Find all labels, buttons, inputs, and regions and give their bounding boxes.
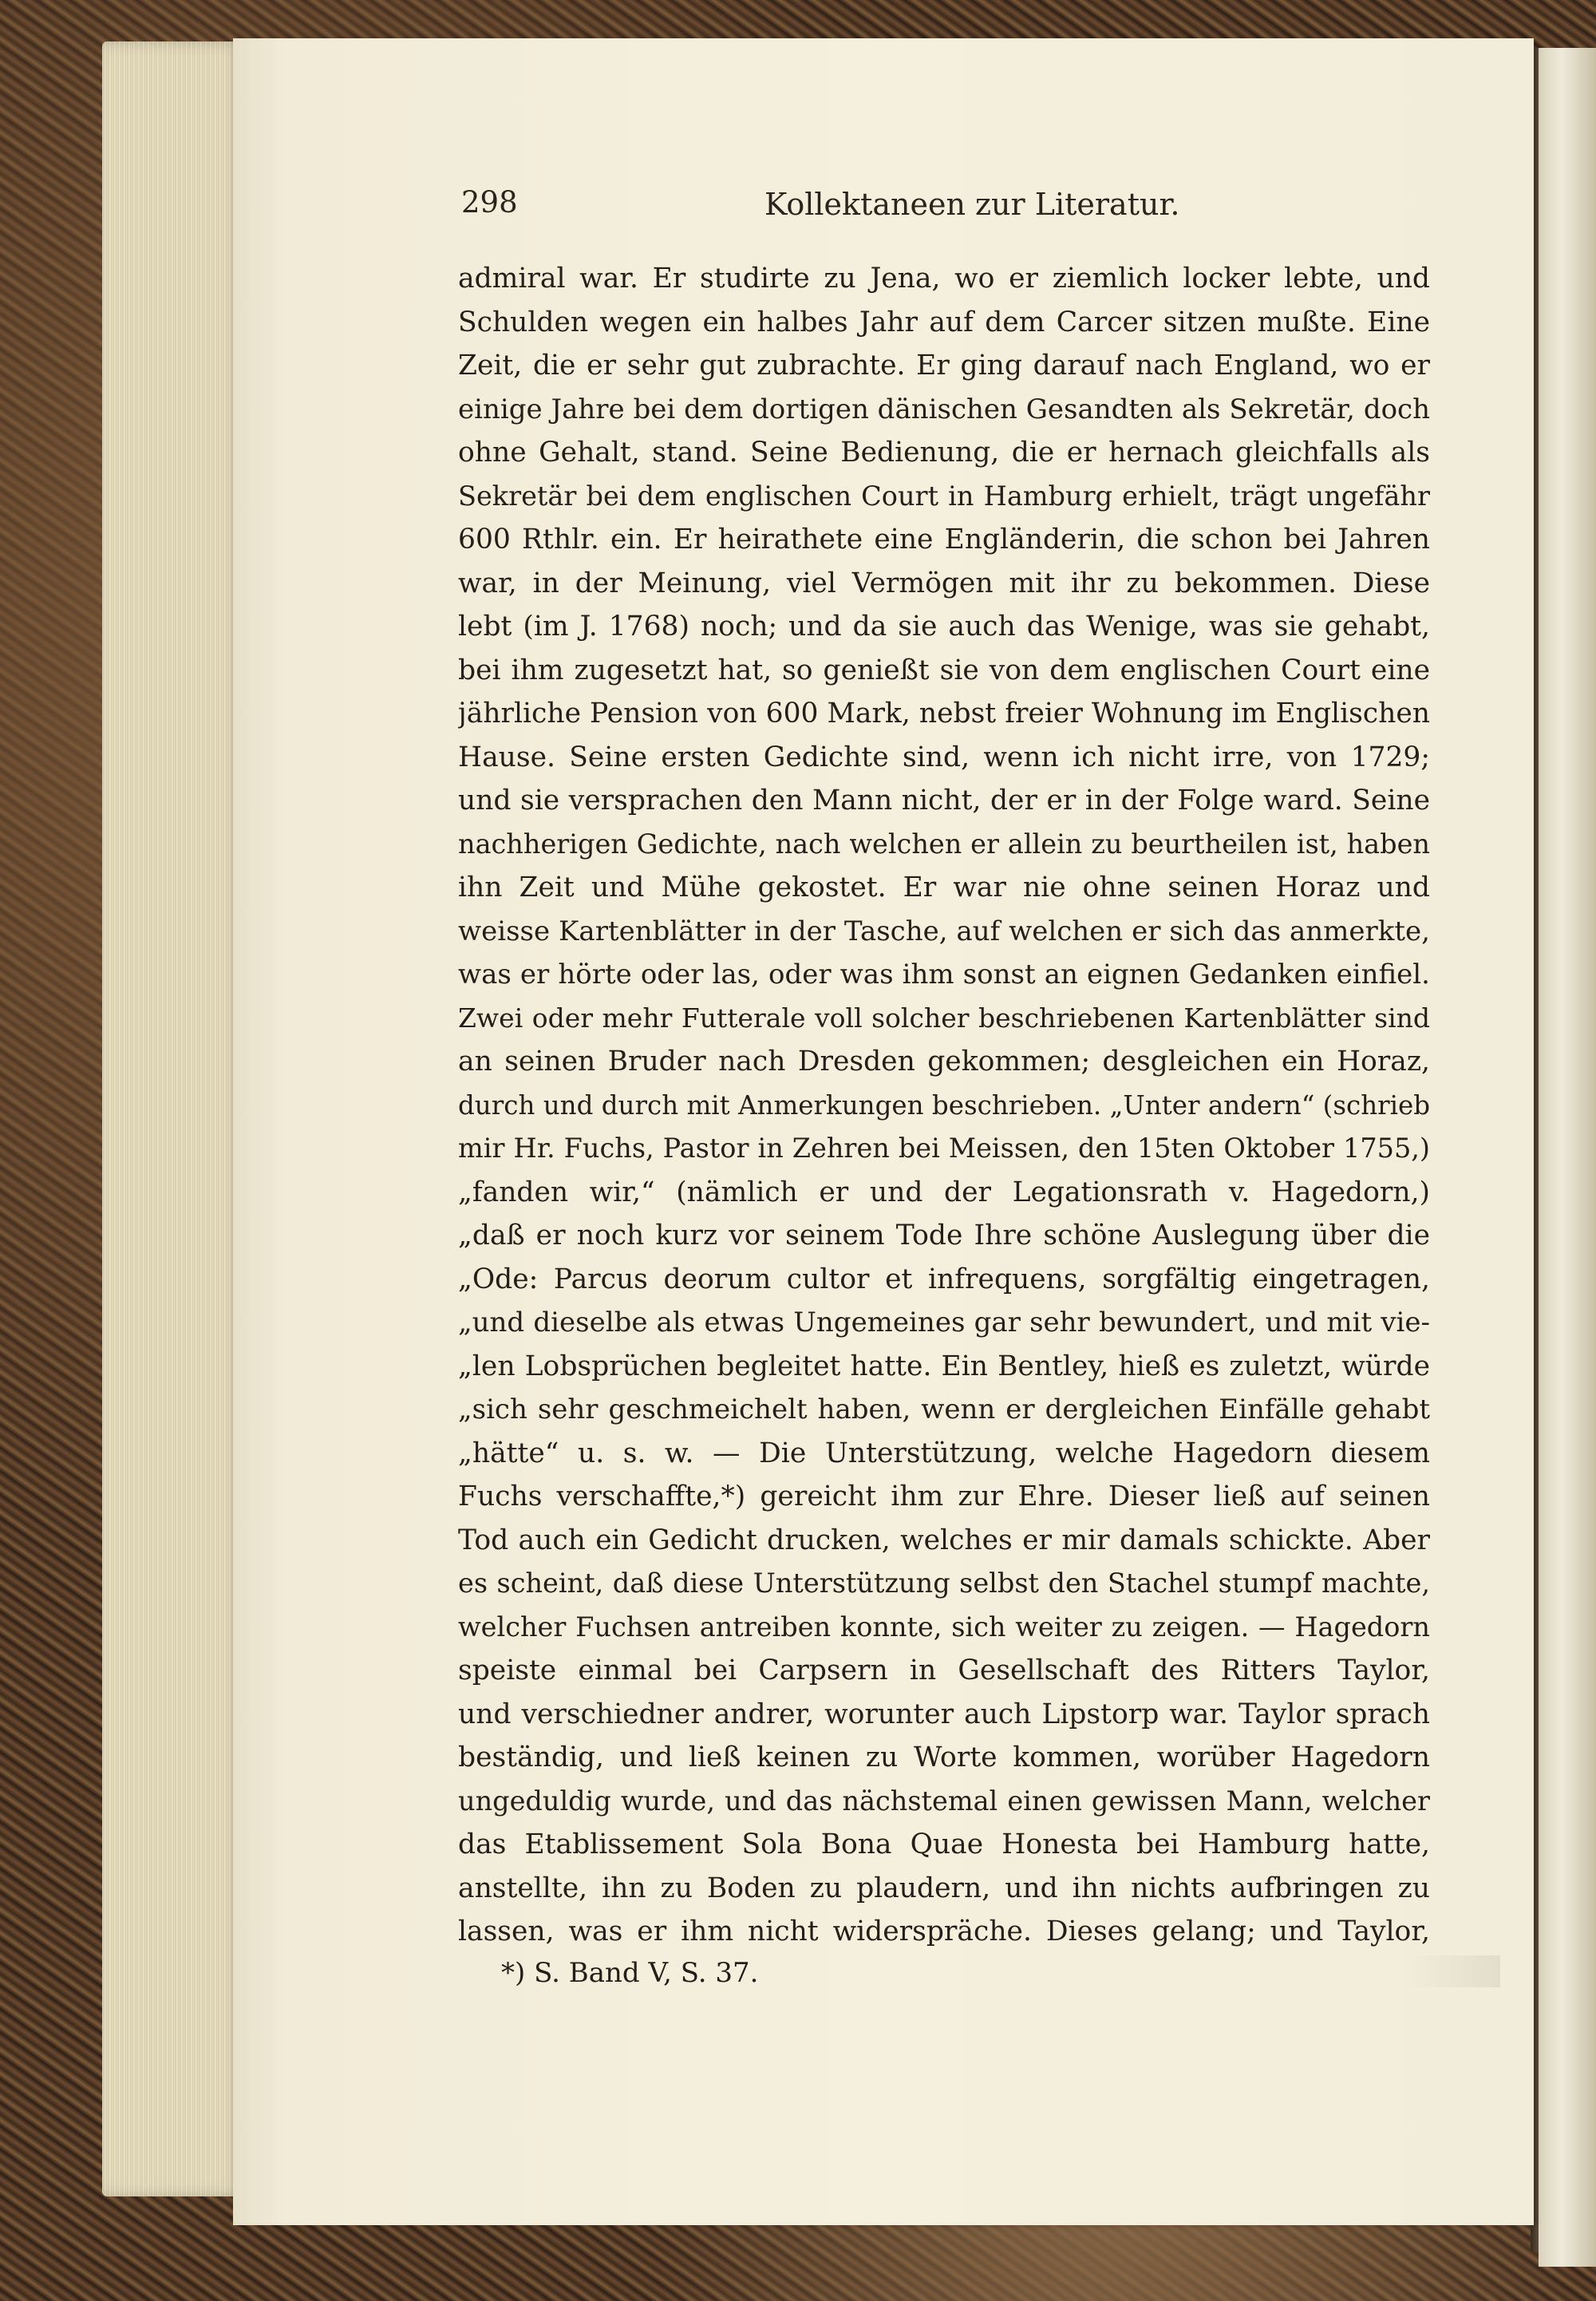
- show-through-text: [1404, 1955, 1500, 1987]
- text-line: ihn Zeit und Mühe gekostet. Er war nie ohne seinen Horaz und: [458, 872, 1430, 903]
- footnote: *) S. Band V, S. 37.: [501, 1957, 759, 1989]
- text-line: „len Lobsprüchen begleitet hatte. Ein Bentley, hieß es zuletzt, würde: [458, 1350, 1430, 1382]
- text-line: durch und durch mit Anmerkungen beschrieben. „Unter andern“ (schrieb: [458, 1089, 1430, 1121]
- text-line: mir Hr. Fuchs, Pastor in Zehren bei Meissen, den 15ten Oktober 1755,): [458, 1133, 1430, 1164]
- text-line: ungeduldig wurde, und das nächstemal einen gewissen Mann, welcher: [458, 1785, 1430, 1817]
- text-line: war, in der Meinung, viel Vermögen mit ihr zu bekommen. Diese: [458, 567, 1430, 599]
- text-line: einige Jahre bei dem dortigen dänischen Gesandten als Sekretär, doch: [458, 393, 1430, 425]
- text-line: und sie versprachen den Mann nicht, der er in der Folge ward. Seine: [458, 785, 1430, 816]
- text-line: anstellte, ihn zu Boden zu plaudern, und ihn nichts aufbringen zu: [458, 1872, 1430, 1904]
- text-line: Zeit, die er sehr gut zubrachte. Er ging darauf nach England, wo er: [458, 350, 1430, 382]
- text-line: admiral war. Er studirte zu Jena, wo er ziemlich locker lebte, und: [458, 263, 1430, 295]
- text-line: „daß er noch kurz vor seinem Tode Ihre schöne Auslegung über die: [458, 1220, 1430, 1251]
- text-line: „und dieselbe als etwas Ungemeines gar sehr bewundert, und mit vie-: [458, 1307, 1430, 1338]
- text-line: Sekretär bei dem englischen Court in Hamburg erhielt, trägt ungefähr: [458, 480, 1430, 512]
- page-number: 298: [461, 185, 518, 219]
- text-line: nachherigen Gedichte, nach welchen er allein zu beurtheilen ist, haben: [458, 828, 1430, 860]
- text-line: „Ode: Parcus deorum cultor et infrequens, sorgfältig eingetragen,: [458, 1263, 1430, 1295]
- text-line: das Etablissement Sola Bona Quae Honesta bei Hamburg hatte,: [458, 1829, 1430, 1860]
- text-line: es scheint, daß diese Unterstützung selbst den Stachel stumpf machte,: [458, 1568, 1430, 1599]
- text-line: jährliche Pension von 600 Mark, nebst freier Wohnung im Englischen: [458, 698, 1430, 729]
- running-head: Kollektaneen zur Literatur.: [764, 187, 1180, 222]
- text-line: beständig, und ließ keinen zu Worte kommen, worüber Hagedorn: [458, 1742, 1430, 1773]
- text-line: Hause. Seine ersten Gedichte sind, wenn ich nicht irre, von 1729;: [458, 741, 1430, 773]
- text-line: welcher Fuchsen antreiben konnte, sich weiter zu zeigen. — Hagedorn: [458, 1611, 1430, 1643]
- page-header: [461, 185, 1430, 233]
- text-line: „sich sehr geschmeichelt haben, wenn er dergleichen Einfälle gehabt: [458, 1394, 1430, 1425]
- text-line: Zwei oder mehr Futterale voll solcher beschriebenen Kartenblätter sind: [458, 1002, 1430, 1034]
- text-line: „hätte“ u. s. w. — Die Unterstützung, welche Hagedorn diesem: [458, 1437, 1430, 1469]
- text-line: lassen, was er ihm nicht widerspräche. Dieses gelang; und Taylor,: [458, 1916, 1430, 1947]
- text-line: und verschiedner andrer, worunter auch Lipstorp war. Taylor sprach: [458, 1698, 1430, 1730]
- body-text: [458, 257, 1430, 1954]
- text-line: ohne Gehalt, stand. Seine Bedienung, die er hernach gleichfalls als: [458, 437, 1430, 469]
- page-edges: [102, 42, 246, 2196]
- text-line: an seinen Bruder nach Dresden gekommen; desgleichen ein Horaz,: [458, 1046, 1430, 1077]
- text-line: lebt (im J. 1768) noch; und da sie auch das Wenige, was sie gehabt,: [458, 611, 1430, 642]
- text-line: Schulden wegen ein halbes Jahr auf dem Carcer sitzen mußte. Eine: [458, 306, 1430, 338]
- text-line: weisse Kartenblätter in der Tasche, auf welchen er sich das anmerkte,: [458, 915, 1430, 947]
- text-line: 600 Rthlr. ein. Er heirathete eine Engländerin, die schon bei Jahren: [458, 524, 1430, 555]
- text-line: Fuchs verschaffte,*) gereicht ihm zur Ehre. Dieser ließ auf seinen: [458, 1481, 1430, 1512]
- text-line: was er hörte oder las, oder was ihm sonst an eignen Gedanken einfiel.: [458, 959, 1430, 990]
- text-line: bei ihm zugesetzt hat, so genießt sie von dem englischen Court eine: [458, 654, 1430, 686]
- text-line: Tod auch ein Gedicht drucken, welches er mir damals schickte. Aber: [458, 1524, 1430, 1556]
- text-line: „fanden wir,“ (nämlich er und der Legationsrath v. Hagedorn,): [458, 1176, 1430, 1208]
- facing-page-edge: [1539, 48, 1596, 2267]
- text-line: speiste einmal bei Carpsern in Gesellschaft des Ritters Taylor,: [458, 1655, 1430, 1686]
